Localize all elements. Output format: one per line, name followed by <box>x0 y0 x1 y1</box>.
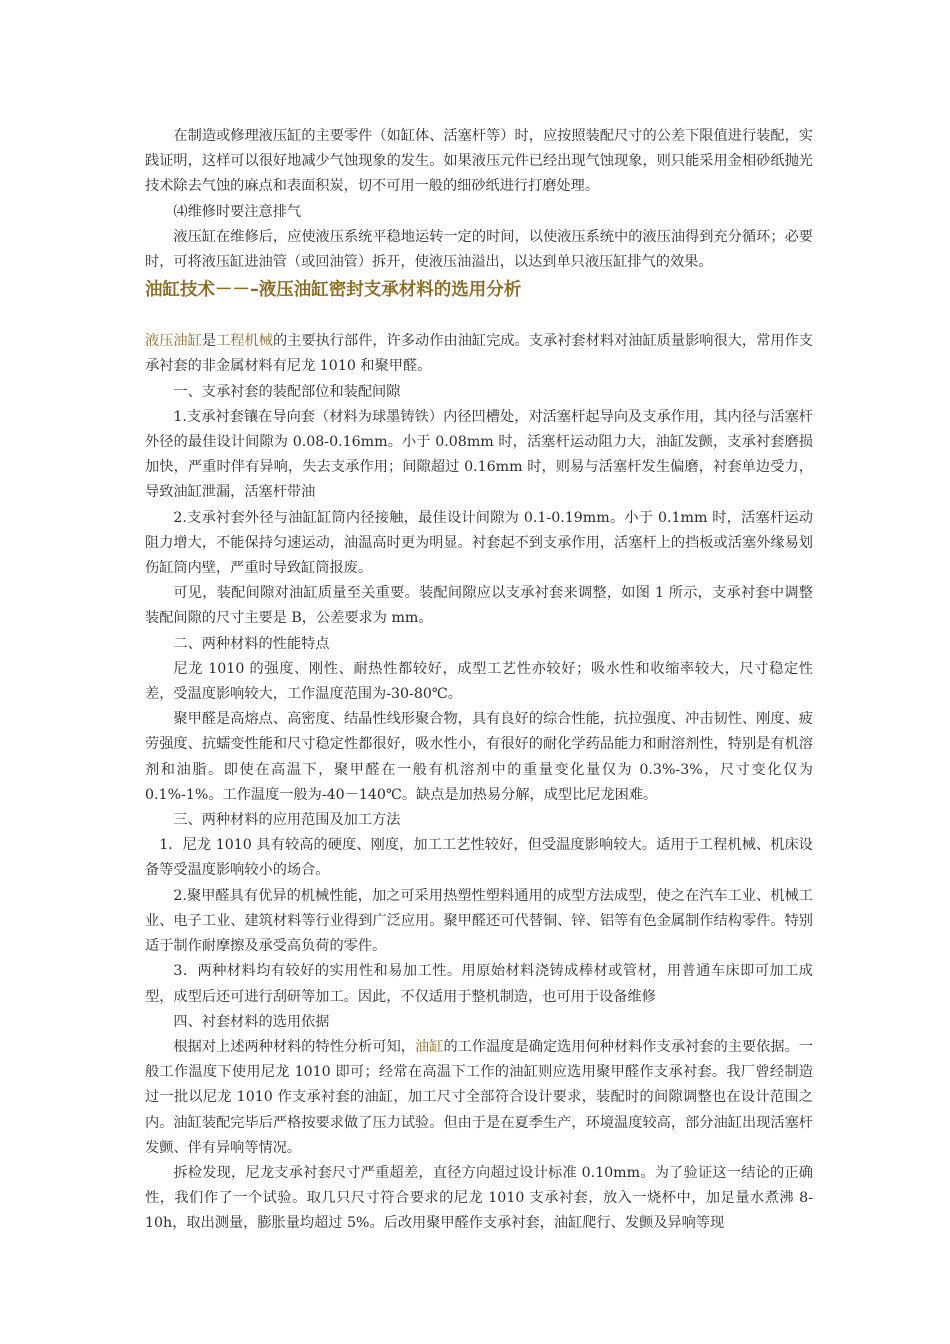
paragraph: 1．尼龙 1010 具有较高的硬度、刚度，加工工艺性较好，但受温度影响较大。适用于工程机械、机床设备等受温度影响较小的场合。 <box>145 837 813 879</box>
paragraph: 3．两种材料均有较好的实用性和易加工性。用原始材料浇铸成棒材或管材，用普通车床即可加工成型，成型后还可进行刮研等加工。因此，不仅适用于整机制造，也可用于设备维修 <box>145 963 813 1005</box>
link-oil-cylinder[interactable]: 油缸 <box>415 1038 444 1055</box>
section-heading: 四、衬套材料的选用依据 <box>173 1013 330 1030</box>
paragraph: 液压缸在维修后，应使液压系统平稳地运转一定的时间，以使液压系统中的液压油得到充分循环；必要时，可将液压缸进油管（或回油管）拆开，使液压油溢出，以达到单只液压缸排气的效果。 <box>145 228 813 271</box>
lead-paragraph <box>145 329 813 379</box>
document-page <box>145 124 813 1237</box>
paragraph: 在制造或修理液压缸的主要零件（如缸体、活塞杆等）时，应按照装配尺寸的公差下限值进行装配，实践证明，这样可以很好地减少气蚀现象的发生。如果液压元件已经出现气蚀现象，则只能采用金相砂纸抛光技术除去气蚀的麻点和表面积炭，切不可用一般的细砂纸进行打磨处理。 <box>145 128 813 195</box>
link-hydraulic-cylinder[interactable]: 液压油缸 <box>145 333 202 350</box>
link-engineering-machinery[interactable]: 工程机械 <box>216 333 273 350</box>
paragraph-text: 根据对上述两种材料的特性分析可知， <box>173 1038 416 1055</box>
paragraph: 尼龙 1010 的强度、刚性、耐热性都较好，成型工艺性亦较好；吸水性和收缩率较大，尺寸稳定性差，受温度影响较大，工作温度范围为-30-80℃。 <box>145 660 813 703</box>
paragraph: 2.聚甲醛具有优异的机械性能，加之可采用热塑性塑料通用的成型方法成型，使之在汽车工业、机械工业、电子工业、建筑材料等行业得到广泛应用。聚甲醛还可代替铜、锌、铝等有色金属制作结构零件。特别适于制作耐摩擦及承受高负荷的零件。 <box>145 887 813 955</box>
paragraph: 可见，装配间隙对油缸质量至关重要。装配间隙应以支承衬套来调整，如图 1 所示，支承衬套中调整装配间隙的尺寸主要是 B，公差要求为 mm。 <box>145 585 813 627</box>
paragraph: 1.支承衬套镶在导向套（材料为球墨铸铁）内径凹槽处，对活塞杆起导向及支承作用，其内径与活塞杆外径的最佳设计间隙为 0.08-0.16mm。小于 0.08mm 时，活塞杆运动阻力大，油缸发颤，支承衬套磨损加快，严重时伴有异响，失去支承作用；间隙超过 0.16mm 时，则易与活塞杆发生偏磨，衬套单边受力，导致油缸泄漏，活塞杆带油 <box>145 408 813 501</box>
subheading: ⑷维修时要注意排气 <box>173 203 302 220</box>
paragraph: 聚甲醛是高熔点、高密度、结晶性线形聚合物，具有良好的综合性能，抗拉强度、冲击韧性、刚度、疲劳强度、抗蠕变性能和尺寸稳定性都很好，吸水性小，有很好的耐化学药品能力和耐溶剂性，特别是有机溶剂和油脂。即使在高温下，聚甲醛在一般有机溶剂中的重量变化量仅为 0.3%-3%，尺寸变化仅为 0.1%-1%。工作温度一般为-40－140℃。缺点是加热易分解，成型比尼龙困难。 <box>145 711 813 803</box>
paragraph-text: 的工作温度是确定选用何种材料作支承衬套的主要依据。一般工作温度下使用尼龙 1010 即可；经常在高温下工作的油缸则应选用聚甲醛作支承衬套。我厂曾经制造过一批以尼龙 1010 作支承衬套的油缸，加工尺寸全部符合设计要求，装配时的间隙调整也在设计范围之内。油缸装配完毕后严格按要求做了压力试验。但由于是在夏季生产，环境温度较高，部分油缸出现活塞杆发颤、伴有异响等情况。 <box>145 1038 813 1156</box>
section-heading: 一、支承衬套的装配部位和装配间隙 <box>173 383 401 400</box>
paragraph: 2.支承衬套外径与油缸缸筒内径接触，最佳设计间隙为 0.1-0.19mm。小于 0.1mm 时，活塞杆运动阻力增大，不能保持匀速运动，油温高时更为明显。衬套起不到支承作用，活塞杆上的挡板或活塞外缘易划伤缸筒内壁，严重时导致缸筒报废。 <box>145 509 813 577</box>
paragraph <box>145 1035 813 1161</box>
article-title: 油缸技术－－–液压油缸密封支承材料的选用分析 <box>145 280 522 301</box>
lead-text: 的主要执行部件，许多动作由油缸完成。支承衬套材料对油缸质量影响很大，常用作支承衬套的非金属材料有尼龙 1010 和聚甲醛。 <box>145 333 813 375</box>
lead-text: 是 <box>201 333 217 350</box>
paragraph: 拆检发现，尼龙支承衬套尺寸严重超差，直径方向超过设计标准 0.10mm。为了验证这一结论的正确性，我们作了一个试验。取几只尺寸符合要求的尼龙 1010 支承衬套，放入一烧杯中，加足量水煮沸 8-10h，取出测量，膨胀量均超过 5%。后改用聚甲醛作支承衬套，油缸爬行、发颤及异响等现 <box>145 1164 813 1232</box>
section-heading: 三、两种材料的应用范围及加工方法 <box>173 812 401 829</box>
section-heading: 二、两种材料的性能特点 <box>173 635 330 652</box>
